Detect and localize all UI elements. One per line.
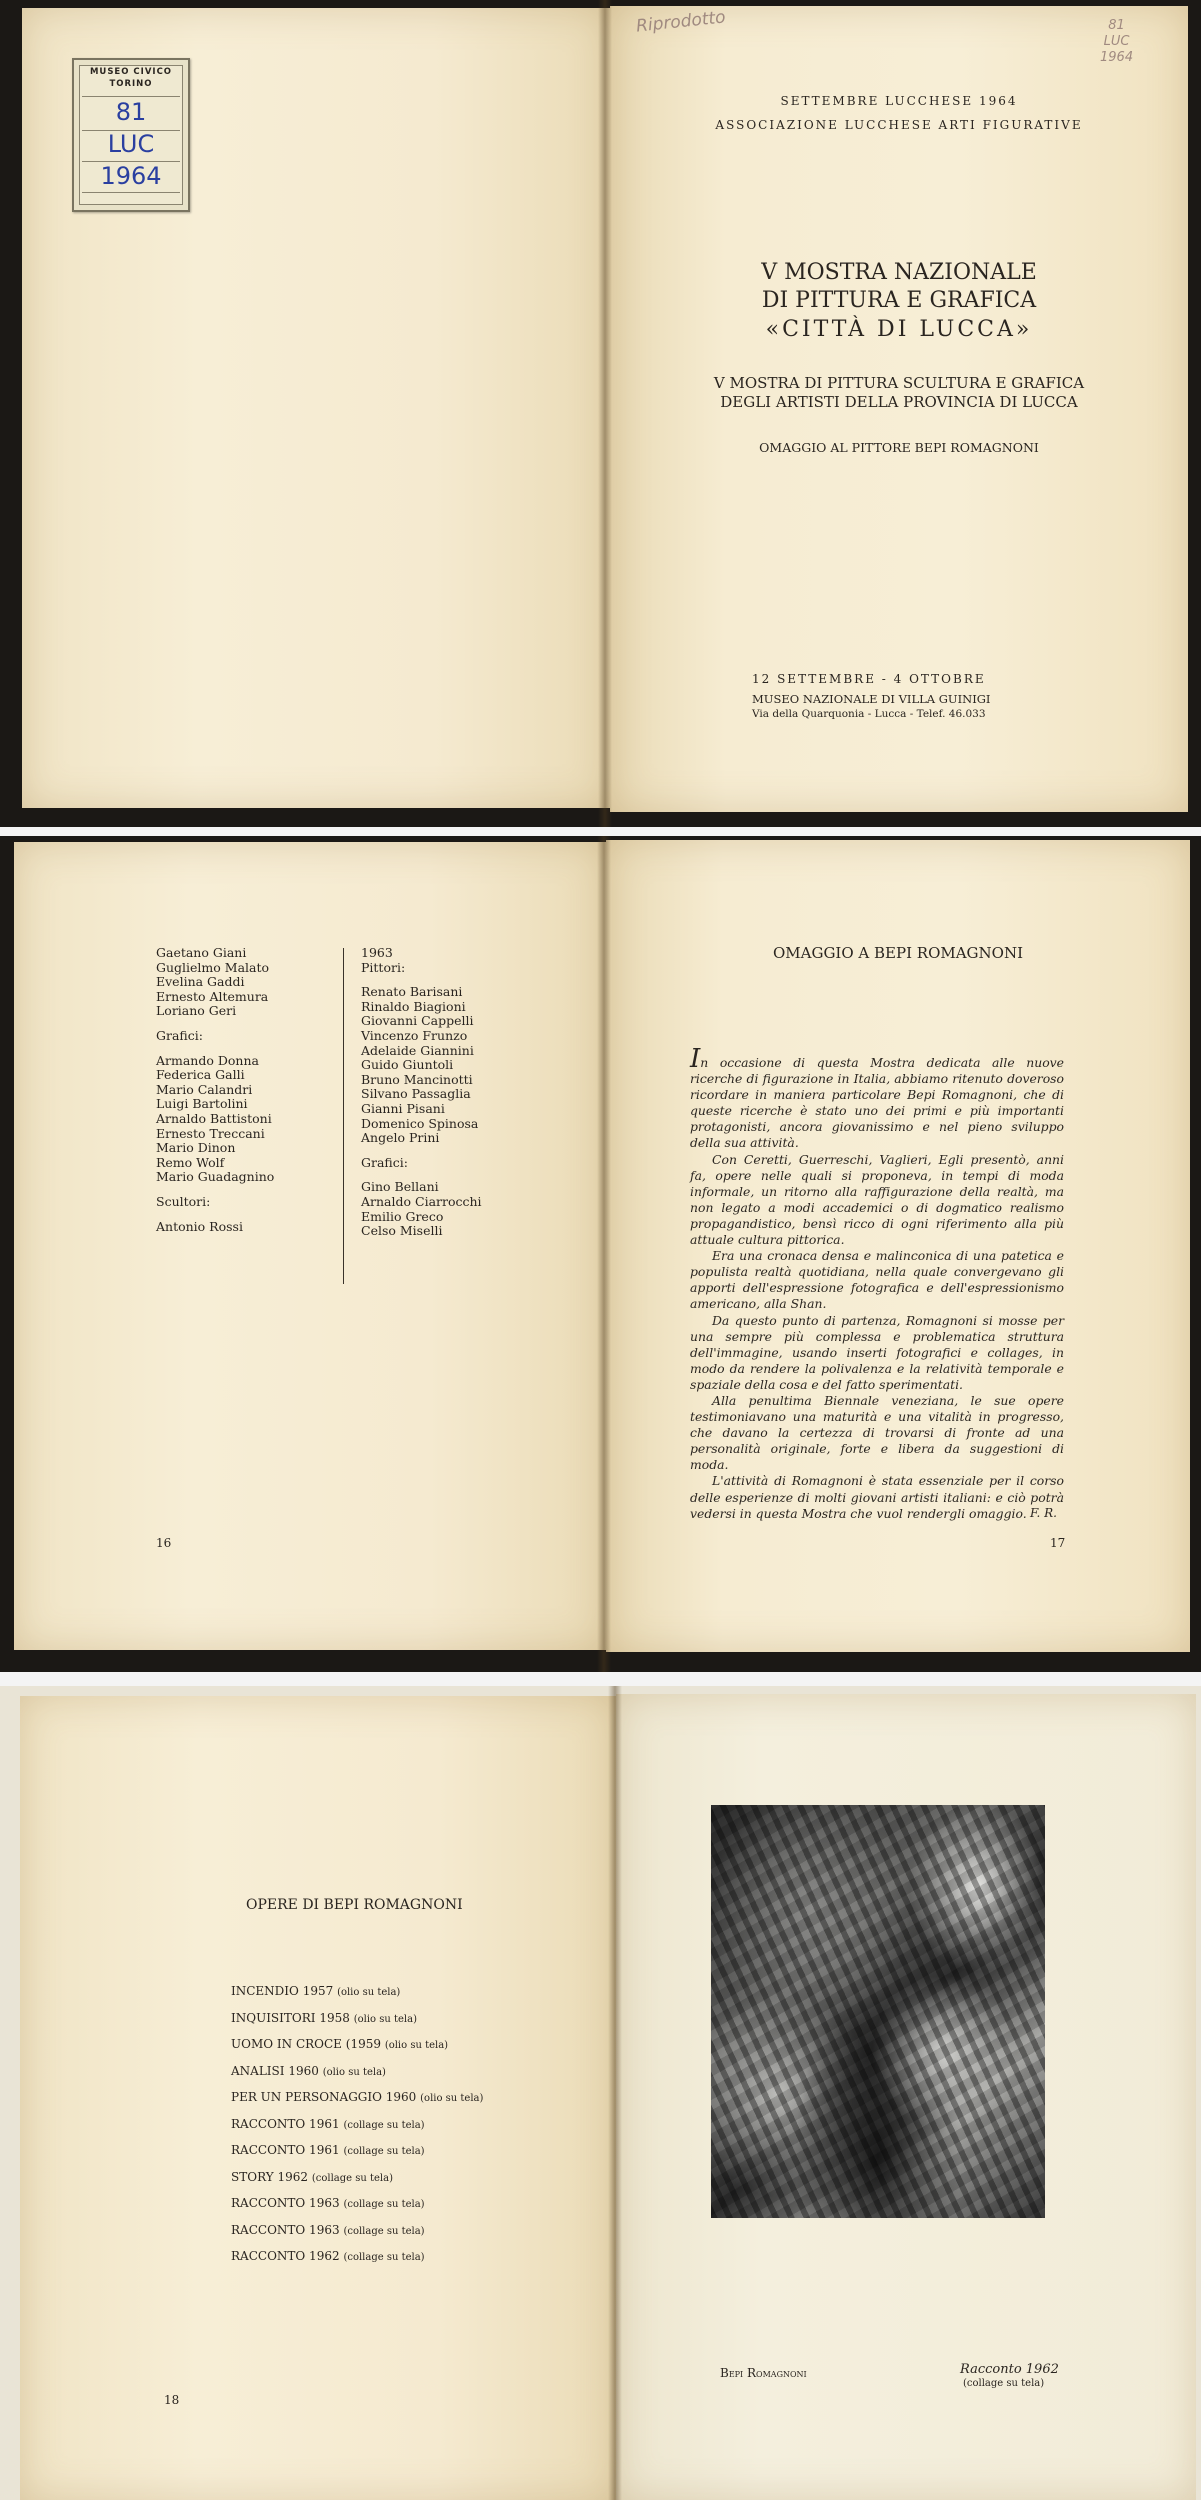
caption-artist: Bepi Romagnoni (720, 2366, 807, 2380)
museum-address: Via della Quarquonia - Lucca - Telef. 46.033 (752, 708, 986, 720)
page-number-17: 17 (1050, 1536, 1066, 1550)
work-item: RACCONTO 1963 (collage su tela) (231, 2196, 425, 2210)
work-item: RACCONTO 1962 (collage su tela) (231, 2249, 425, 2263)
work-item: PER UN PERSONAGGIO 1960 (olio su tela) (231, 2090, 484, 2104)
works-title: OPERE DI BEPI ROMAGNONI (246, 1897, 463, 1913)
main-title-1: V MOSTRA NAZIONALE (761, 260, 1037, 285)
header-line-2: ASSOCIAZIONE LUCCHESE ARTI FIGURATIVE (715, 118, 1083, 132)
work-item: UOMO IN CROCE (1959 (olio su tela) (231, 2037, 449, 2051)
artwork-photo (711, 1805, 1045, 2218)
main-title-3: «CITTÀ DI LUCCA» (765, 317, 1033, 342)
museum-stamp: MUSEO CIVICO TORINO 81 LUC 1964 (72, 58, 190, 212)
scan-spread-2 (0, 836, 1201, 1672)
gutter (608, 1686, 622, 2500)
scan-spread-1 (0, 0, 1201, 827)
page-number-18: 18 (164, 2393, 180, 2407)
omaggio-title: OMAGGIO A BEPI ROMAGNONI (772, 944, 1024, 962)
header-line-1: SETTEMBRE LUCCHESE 1964 (780, 94, 1018, 108)
caption-medium: (collage su tela) (963, 2378, 1045, 2389)
column-divider (343, 948, 344, 1284)
work-item: STORY 1962 (collage su tela) (231, 2169, 393, 2184)
omaggio-text: In occasione di questa Mostra dedicata alle nuove ricerche di figurazione in Italia, abbiamo ritenuto doveroso ricordare in maniera particolare Bepi Romagnoni, che di queste ricerche è stato uno dei primi e più importanti protagonisti, ancora giovanissimo e nel pieno sviluppo della sua attività. Con Ceretti, Guerreschi, Vaglieri, Egli presentò, anni fa, opere nelle quali si proponeva, in tempi di moda informale, un ritorno alla raffigurazione della realtà, ma non legato a modi accademici o di dogmatico realismo propagandistico, bensì ricco di ogni riferimento alla più attuale cultura pittorica. Era una cronaca densa e malinconica di una patetica e populista realtà quotidiana, nella quale convergevano gli apporti dell'espressione fotografica e dell'espressionismo americano, alla Shan. Da questo punto di partenza, Romagnoni si mosse per una sempre più complessa e problematica struttura dell'immagine, usando inserti fotografici e collages, in modo da rendere la polivalenza e la relatività temporale e spaziale della cosa e del fatto sperimentati. Alla penultima Biennale veneziana, le sue opere testimoniavano una maturità e una vitalità in progresso, che davano la certezza di trovarsi di fronte ad una personalità originale, forte e libera da suggestioni di moda. L'attività di Romagnoni è stata essenziale per il corso delle esperienze di molti giovani artisti italiani: e ciò potrà vedersi in questa Mostra che vuol rendergli omaggio. (690, 1044, 1064, 1521)
pencil-note: Riprodotto (635, 7, 727, 37)
omaggio-line: OMAGGIO AL PITTORE BEPI ROMAGNONI (759, 440, 1039, 455)
work-item: RACCONTO 1963 (collage su tela) (231, 2222, 425, 2237)
exhibition-dates: 12 SETTEMBRE - 4 OTTOBRE (752, 672, 986, 686)
artists-column-right: 1963 Pittori: Renato Barisani Rinaldo Biagioni Giovanni Cappelli Vincenzo Frunzo Adelaide Giannini Guido Giuntoli Bruno Mancinotti Silvano Passaglia Gianni Pisani Domenico Spinosa Angelo Prini Grafici: Gino Bellani Arnaldo Ciarrocchi Emilio Greco Celso Miselli (361, 945, 482, 1239)
work-item: INQUISITORI 1958 (olio su tela) (231, 2010, 417, 2025)
signature-initials: F. R. (1030, 1506, 1057, 1520)
separator (0, 1672, 1201, 1686)
museum-name: MUSEO NAZIONALE DI VILLA GUINIGI (752, 692, 991, 706)
pencil-shelfmark: 81 LUC 1964 (1100, 18, 1134, 65)
main-title-2: DI PITTURA E GRAFICA (761, 288, 1037, 313)
work-item: RACCONTO 1961 (collage su tela) (231, 2143, 425, 2157)
drop-cap: I (690, 1044, 701, 1074)
page-16 (14, 842, 606, 1650)
separator (0, 827, 1201, 836)
work-item: ANALISI 1960 (olio su tela) (231, 2063, 386, 2078)
work-item: INCENDIO 1957 (olio su tela) (231, 1984, 401, 1998)
page-number-16: 16 (156, 1536, 172, 1550)
caption-title: Racconto 1962 (960, 2362, 1059, 2377)
works-list (231, 1979, 483, 2271)
subtitle-2: DEGLI ARTISTI DELLA PROVINCIA DI LUCCA (720, 393, 1078, 411)
subtitle-1: V MOSTRA DI PITTURA SCULTURA E GRAFICA (713, 374, 1085, 392)
work-item: RACCONTO 1961 (collage su tela) (231, 2116, 425, 2131)
artists-column-left: Gaetano Giani Guglielmo Malato Evelina Gaddi Ernesto Altemura Loriano Geri Grafici: Armando Donna Federica Galli Mario Calandri Luigi Bartolini Arnaldo Battistoni Ernesto Treccani Mario Dinon Remo Wolf Mario Guadagnino Scultori: Antonio Rossi (156, 945, 275, 1234)
